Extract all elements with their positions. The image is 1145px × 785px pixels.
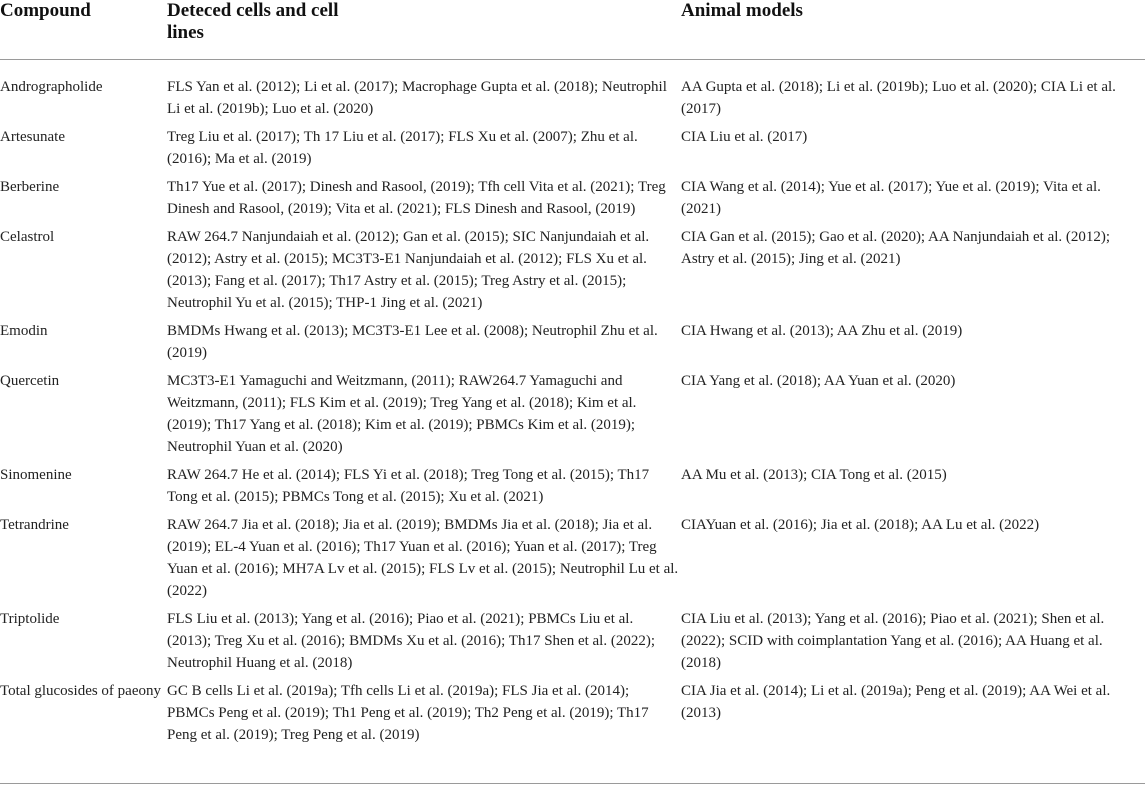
cell-animal: CIAYuan et al. (2016); Jia et al. (2018); AA Lu et al. (2022) [681,517,1040,533]
table-row [0,320,1145,364]
table-row [0,76,1145,120]
table-row [0,608,1145,674]
cell-animal: CIA Jia et al. (2014); Li et al. (2019a); Peng et al. (2019); AA Wei et al. (2013) [681,683,1111,721]
cell-compound: Triptolide [0,611,60,627]
cell-animal: AA Gupta et al. (2018); Li et al. (2019b); Luo et al. (2020); CIA Li et al. (2017) [681,79,1116,117]
cell-compound: Artesunate [0,129,65,145]
table-row [0,176,1145,220]
table-row [0,514,1145,602]
header-compound: Compound [0,0,91,21]
cell-animal: CIA Liu et al. (2013); Yang et al. (2016); Piao et al. (2021); Shen et al. (2022); SCID with coimplantation Yang et al. (2016); AA Huang et al. (2018) [681,611,1105,671]
cell-cells: RAW 264.7 Nanjundaiah et al. (2012); Gan et al. (2015); SIC Nanjundaiah et al. (2012); Astry et al. (2015); MC3T3-E1 Nanjundaiah et al. (2012); FLS Xu et al. (2013); Fang et al. (2017); Th17 Astry et al. (2015); Treg Astry et al. (2015); Neutrophil Yu et al. (2015); THP-1 Jing et al. (2021) [167,229,650,311]
header-cells-label: Deteced cells and cell lines [167,0,339,43]
table-body [0,60,1145,746]
cell-cells: MC3T3-E1 Yamaguchi and Weitzmann, (2011); RAW264.7 Yamaguchi and Weitzmann, (2011); FLS Kim et al. (2019); Treg Yang et al. (2018); Kim et al. (2019); Th17 Yang et al. (2018); Kim et al. (2019); PBMCs Kim et al. (2019); Neutrophil Yuan et al. (2020) [167,373,637,455]
cell-cells: BMDMs Hwang et al. (2013); MC3T3-E1 Lee et al. (2008); Neutrophil Zhu et al. (2019) [167,323,658,361]
cell-animal: CIA Gan et al. (2015); Gao et al. (2020); AA Nanjundaiah et al. (2012); Astry et al. (2015); Jing et al. (2021) [681,229,1111,267]
cell-cells: RAW 264.7 He et al. (2014); FLS Yi et al. (2018); Treg Tong et al. (2015); Th17 Tong et al. (2015); PBMCs Tong et al. (2015); Xu et al. (2021) [167,467,650,505]
table-row [0,126,1145,170]
table-row [0,226,1145,314]
table-row [0,370,1145,458]
header-animal: Animal models [681,0,803,21]
cell-animal: CIA Wang et al. (2014); Yue et al. (2017); Yue et al. (2019); Vita et al. (2021) [681,179,1101,217]
cell-compound: Tetrandrine [0,517,69,533]
cell-animal: AA Mu et al. (2013); CIA Tong et al. (2015) [681,467,947,483]
cell-compound: Andrographolide [0,79,103,95]
cell-cells: FLS Yan et al. (2012); Li et al. (2017); Macrophage Gupta et al. (2018); Neutrophil Li et al. (2019b); Luo et al. (2020) [167,79,667,117]
table-header [0,0,1145,60]
cell-compound: Berberine [0,179,60,195]
header-cells [167,0,681,59]
cell-compound: Sinomenine [0,467,72,483]
cell-cells: FLS Liu et al. (2013); Yang et al. (2016); Piao et al. (2021); PBMCs Liu et al. (2013); Treg Xu et al. (2016); BMDMs Xu et al. (2016); Th17 Shen et al. (2022); Neutrophil Huang et al. (2018) [167,611,656,671]
cell-animal: CIA Hwang et al. (2013); AA Zhu et al. (2019) [681,323,963,339]
cell-compound: Emodin [0,323,48,339]
cell-cells: Th17 Yue et al. (2017); Dinesh and Rasool, (2019); Tfh cell Vita et al. (2021); Treg Dinesh and Rasool, (2019); Vita et al. (2021); FLS Dinesh and Rasool, (2019) [167,179,666,217]
table-row [0,464,1145,508]
table-row [0,680,1145,746]
cell-animal: CIA Yang et al. (2018); AA Yuan et al. (2020) [681,373,956,389]
cell-cells: GC B cells Li et al. (2019a); Tfh cells Li et al. (2019a); FLS Jia et al. (2014); PBMCs Peng et al. (2019); Th1 Peng et al. (2019); Th2 Peng et al. (2019); Th17 Peng et al. (2019); Treg Peng et al. (2019) [167,683,649,743]
cell-cells: Treg Liu et al. (2017); Th 17 Liu et al. (2017); FLS Xu et al. (2007); Zhu et al. (2016); Ma et al. (2019) [167,129,638,167]
cell-cells: RAW 264.7 Jia et al. (2018); Jia et al. (2019); BMDMs Jia et al. (2018); Jia et al. (2019); EL-4 Yuan et al. (2016); Th17 Yuan et al. (2016); Yuan et al. (2017); Treg Yuan et al. (2016); MH7A Lv et al. (2015); FLS Lv et al. (2015); Neutrophil Lu et al. (2022) [167,517,679,599]
cell-compound: Total glucosides of paeony [0,683,161,699]
cell-compound: Celastrol [0,229,55,245]
bottom-rule [0,783,1145,784]
cell-animal: CIA Liu et al. (2017) [681,129,808,145]
cell-compound: Quercetin [0,373,60,389]
